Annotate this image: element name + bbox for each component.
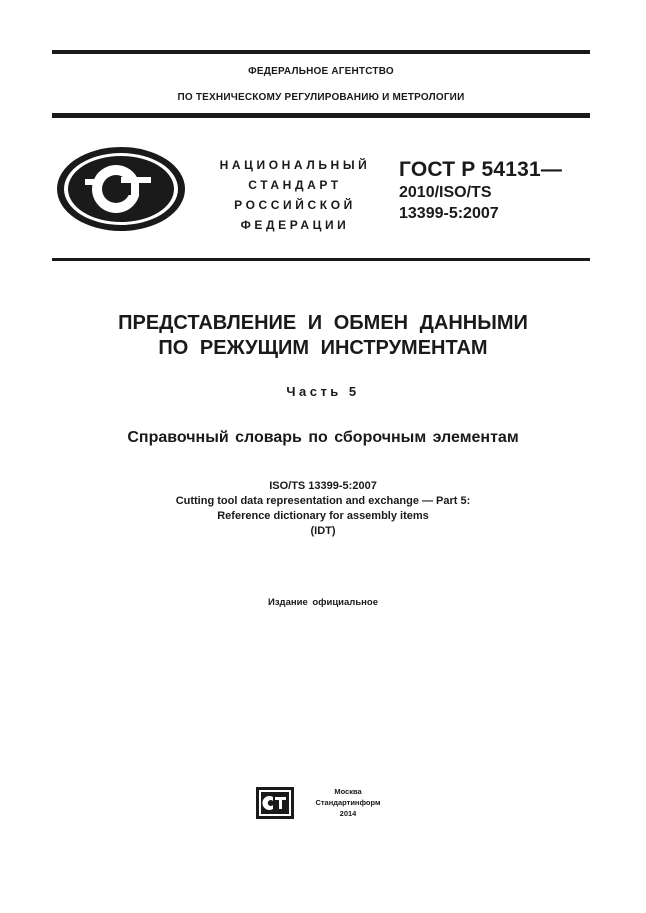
iso-title-line-1: Cutting tool data representation and exchange — Part 5: [175,495,471,507]
iso-code: ISO/TS 13399-5:2007 [269,480,377,492]
header-rule [52,113,590,118]
document-subtitle: Справочный словарь по сборочным элементам [127,429,519,446]
national-line-1: НАЦИОНАЛЬНЫЙ [219,158,371,172]
publisher-info [302,786,394,819]
gost-year-iso: 2010/ISO/TS [399,184,492,201]
iso-equivalence: (IDT) [310,525,336,537]
publisher-name: Стандартинформ [315,798,381,807]
edition-note: Издание официальное [268,597,378,608]
top-rule [52,50,590,54]
standartinform-logo-icon [256,787,294,819]
part-number: Часть 5 [286,384,360,399]
national-line-3: РОССИЙСКОЙ [234,198,356,212]
national-line-2: СТАНДАРТ [248,178,342,192]
gost-iso-number: 13399-5:2007 [399,205,499,222]
gost-designation [399,158,562,224]
publisher-city: Москва [334,787,362,796]
national-line-4: ФЕДЕРАЦИИ [240,218,350,232]
document-title [40,311,606,361]
gost-number: ГОСТ Р 54131— [399,158,563,181]
section-rule [52,258,590,261]
rst-certification-logo-icon [55,145,187,233]
national-standard-caption [200,155,390,235]
agency-name-line2: ПО ТЕХНИЧЕСКОМУ РЕГУЛИРОВАНИЮ И МЕТРОЛОГИИ [177,92,465,103]
title-line-2: ПО РЕЖУЩИМ ИНСТРУМЕНТАМ [158,337,488,359]
publication-year: 2014 [339,809,357,818]
iso-title-line-2: Reference dictionary for assembly items [217,510,429,522]
agency-name-line1: ФЕДЕРАЛЬНОЕ АГЕНТСТВО [248,66,394,77]
international-reference [40,479,606,539]
title-line-1: ПРЕДСТАВЛЕНИЕ И ОБМЕН ДАННЫМИ [118,312,528,334]
